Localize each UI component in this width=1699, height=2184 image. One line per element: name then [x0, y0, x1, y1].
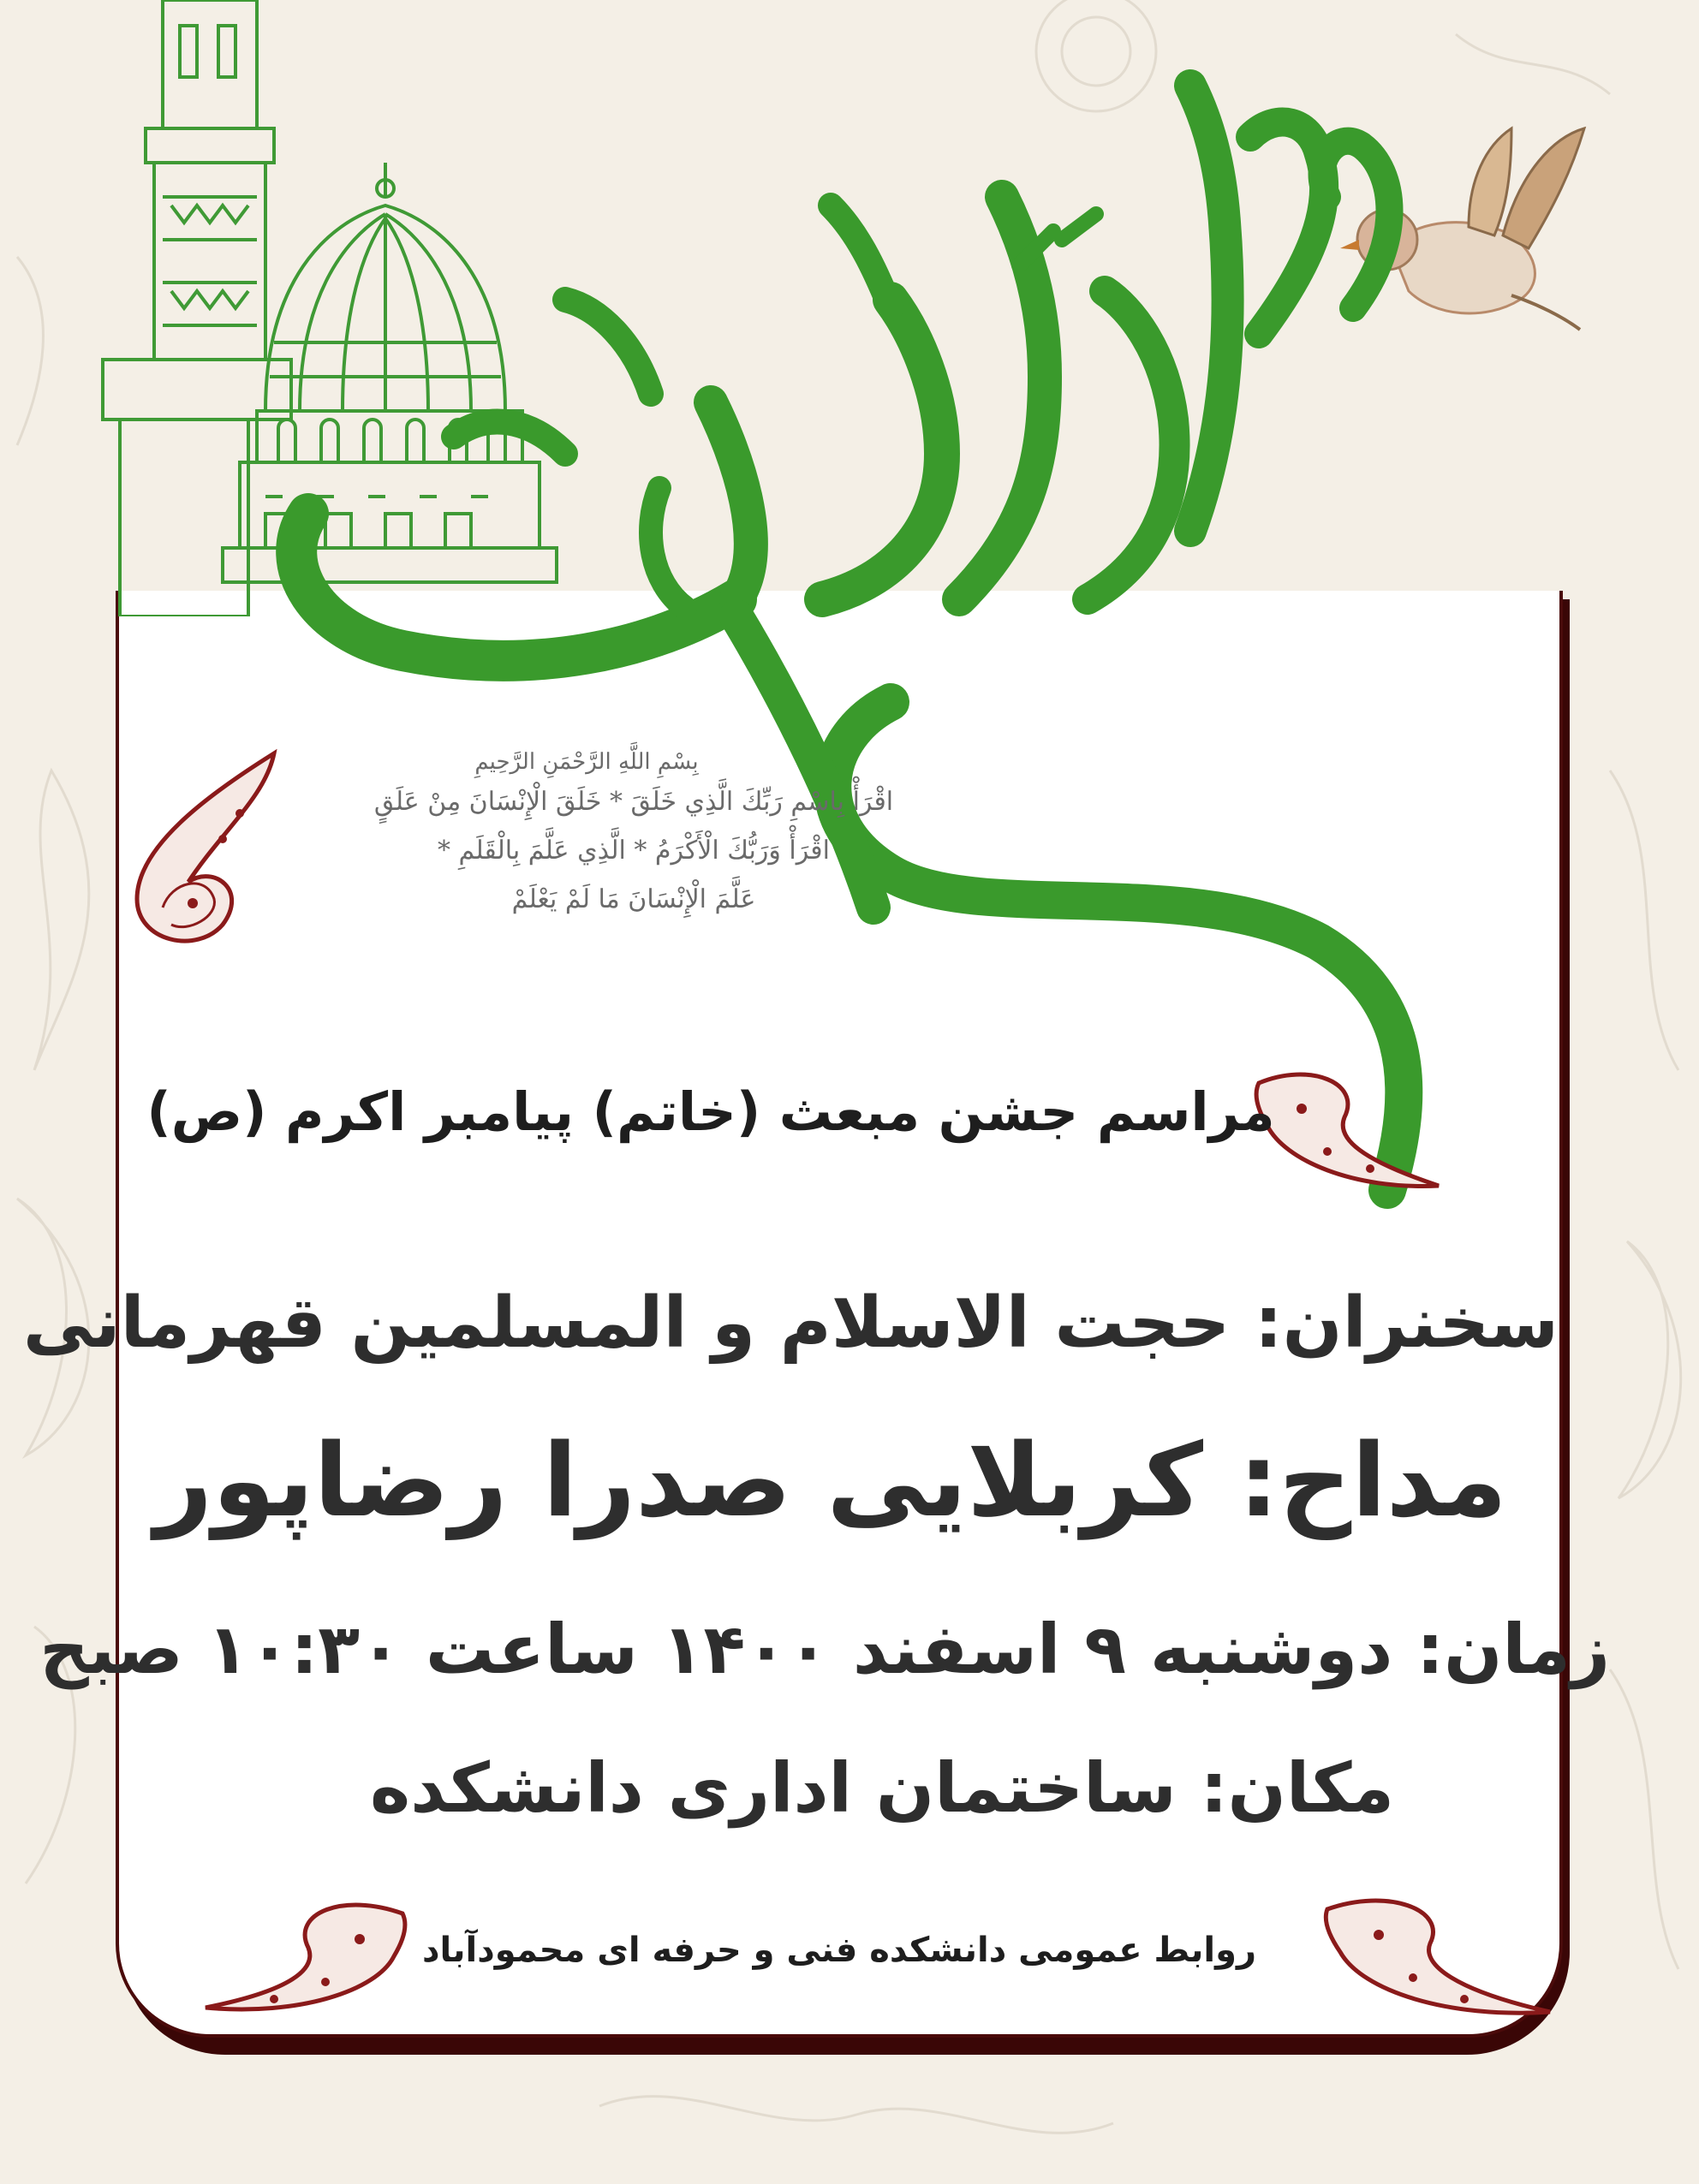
event-title: مراسم جشن مبعث (خاتم) پیامبر اکرم (ص) — [146, 1080, 1275, 1143]
eulogist-line: مداح: کربلایی صدرا رضاپور — [154, 1421, 1507, 1539]
verse-line: بِسْمِ اللَّهِ الرَّحْمَنِ الرَّحِيمِ — [474, 749, 699, 775]
calligraphy-heading — [120, 51, 1610, 1233]
verse-line: اقْرَأْ بِاسْمِ رَبِّكَ الَّذِي خَلَقَ * خَلَقَ الْإِنْسَانَ مِنْ عَلَقٍ — [373, 787, 894, 817]
paisley-motif-icon — [120, 745, 283, 959]
speaker-line: سخنران: حجت الاسلام و المسلمین قهرمانی — [22, 1282, 1559, 1364]
verse-line: عَلَّمَ الْإِنْسَانَ مَا لَمْ يَعْلَمْ — [511, 884, 756, 914]
quran-verses — [360, 749, 908, 933]
time-line: زمان: دوشنبه ۹ اسفند ۱۴۰۰ ساعت ۱۰:۳۰ صبح — [39, 1610, 1610, 1689]
place-line: مکان: ساختمان اداری دانشکده — [369, 1748, 1395, 1828]
footer-credit: روابط عمومی دانشکده فنی و حرفه ای محمودآباد — [421, 1931, 1256, 1970]
verse-line: اقْرَأْ وَرَبُّكَ الْأَكْرَمُ * الَّذِي عَلَّمَ بِالْقَلَمِ * — [438, 836, 830, 866]
